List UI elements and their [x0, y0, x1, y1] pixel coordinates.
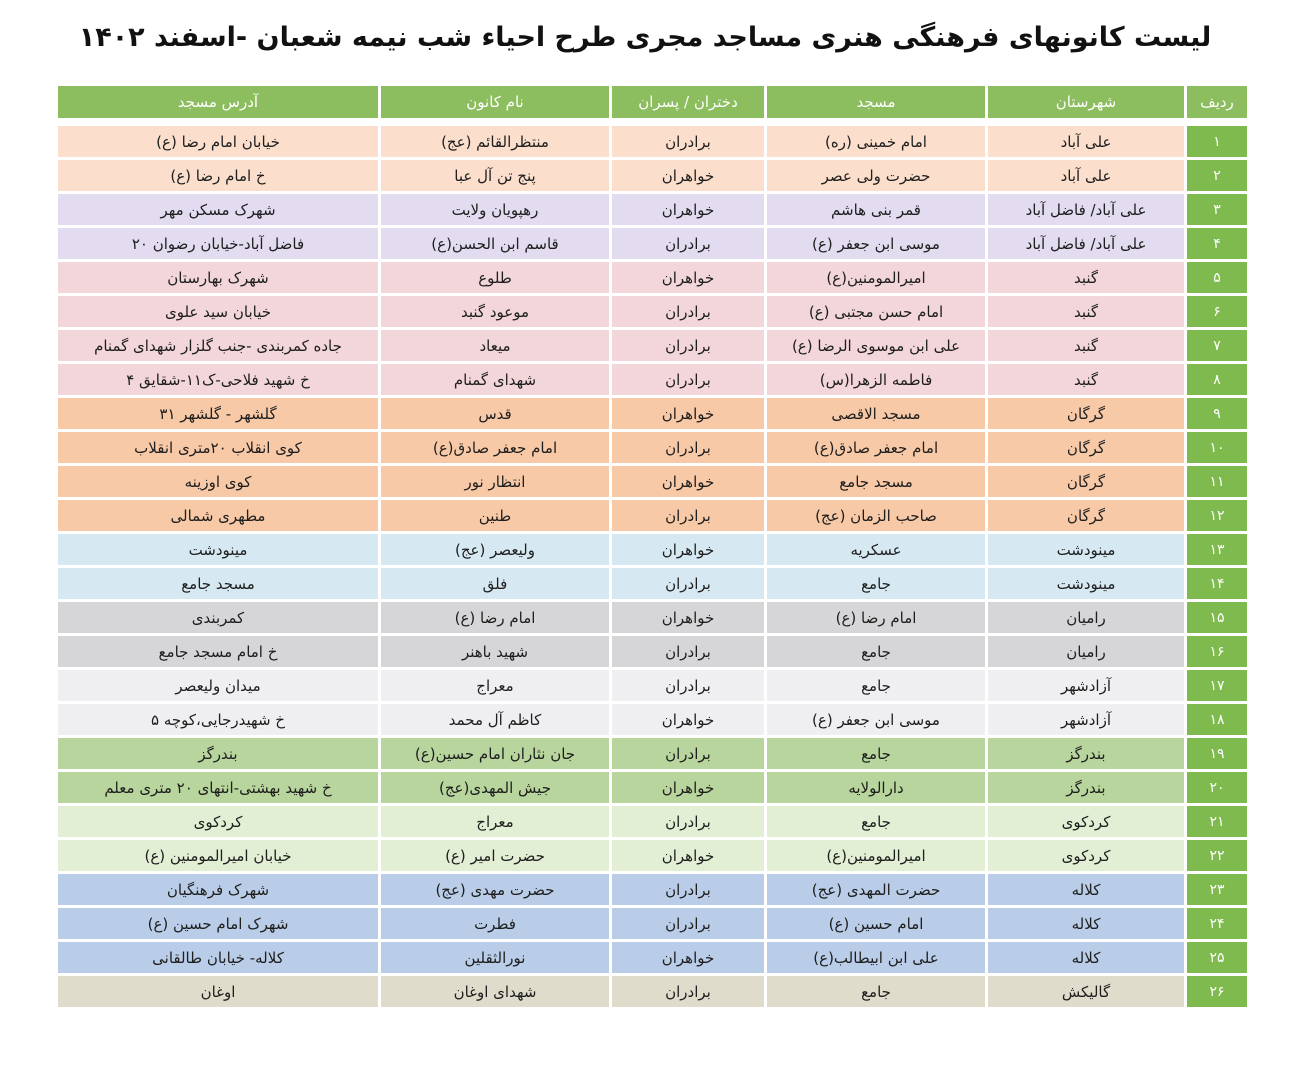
table-row [58, 806, 1247, 837]
col-header-row-number: ردیف [1187, 86, 1247, 118]
city-cell: گرگان [988, 500, 1184, 531]
center-name-cell: معراج [381, 670, 609, 701]
table-header-row [58, 86, 1247, 118]
city-cell: مینودشت [988, 568, 1184, 599]
table-row [58, 840, 1247, 871]
city-cell: بندرگز [988, 772, 1184, 803]
center-name-cell: رهپویان ولایت [381, 194, 609, 225]
mosque-cell: فاطمه الزهرا(س) [767, 364, 985, 395]
gender-cell: برادران [612, 364, 764, 395]
city-cell: کردکوی [988, 840, 1184, 871]
city-cell: گنبد [988, 364, 1184, 395]
center-name-cell: طلوع [381, 262, 609, 293]
gender-cell: خواهران [612, 772, 764, 803]
gender-cell: برادران [612, 568, 764, 599]
table-row [58, 126, 1247, 157]
gender-cell: خواهران [612, 194, 764, 225]
gender-cell: خواهران [612, 704, 764, 735]
gender-cell: برادران [612, 500, 764, 531]
city-cell: آزادشهر [988, 704, 1184, 735]
address-cell: جاده کمربندی -جنب گلزار شهدای گمنام [58, 330, 378, 361]
row-number-cell: ۵ [1187, 262, 1247, 293]
mosque-cell: امیرالمومنین(ع) [767, 840, 985, 871]
mosque-cell: جامع [767, 670, 985, 701]
mosque-cell: امام جعفر صادق(ع) [767, 432, 985, 463]
row-number-cell: ۲۳ [1187, 874, 1247, 905]
mosque-cell: موسی ابن جعفر (ع) [767, 704, 985, 735]
table-row [58, 942, 1247, 973]
mosque-cell: حضرت المهدی (عج) [767, 874, 985, 905]
city-cell: کلاله [988, 874, 1184, 905]
center-name-cell: منتظرالقائم (عج) [381, 126, 609, 157]
row-number-cell: ۲۶ [1187, 976, 1247, 1007]
gender-cell: خواهران [612, 398, 764, 429]
city-cell: گرگان [988, 432, 1184, 463]
address-cell: کلاله- خیابان طالقانی [58, 942, 378, 973]
table-row [58, 636, 1247, 667]
header-spacer [58, 121, 1247, 123]
row-number-cell: ۱ [1187, 126, 1247, 157]
address-cell: کوی انقلاب ۲۰متری انقلاب [58, 432, 378, 463]
mosque-centers-table [58, 86, 1250, 1007]
table-row [58, 704, 1247, 735]
city-cell: علی آباد [988, 126, 1184, 157]
col-header-address: آدرس مسجد [58, 86, 378, 118]
row-number-cell: ۶ [1187, 296, 1247, 327]
table-row [58, 466, 1247, 497]
mosque-cell: جامع [767, 636, 985, 667]
gender-cell: خواهران [612, 534, 764, 565]
center-name-cell: کاظم آل محمد [381, 704, 609, 735]
col-header-center-name: نام کانون [381, 86, 609, 118]
table-row [58, 398, 1247, 429]
center-name-cell: معراج [381, 806, 609, 837]
address-cell: خیابان سید علوی [58, 296, 378, 327]
gender-cell: برادران [612, 806, 764, 837]
gender-cell: برادران [612, 738, 764, 769]
city-cell: آزادشهر [988, 670, 1184, 701]
table-row [58, 330, 1247, 361]
address-cell: خ شهید فلاحی-ک۱۱-شقایق ۴ [58, 364, 378, 395]
mosque-cell: صاحب الزمان (عج) [767, 500, 985, 531]
center-name-cell: ولیعصر (عج) [381, 534, 609, 565]
city-cell: مینودشت [988, 534, 1184, 565]
row-number-cell: ۱۰ [1187, 432, 1247, 463]
mosque-cell: حضرت ولی عصر [767, 160, 985, 191]
row-number-cell: ۱۹ [1187, 738, 1247, 769]
mosque-cell: قمر بنی هاشم [767, 194, 985, 225]
gender-cell: برادران [612, 670, 764, 701]
table-row [58, 908, 1247, 939]
mosque-cell: امام خمینی (ره) [767, 126, 985, 157]
address-cell: مطهری شمالی [58, 500, 378, 531]
address-cell: فاضل آباد-خیابان رضوان ۲۰ [58, 228, 378, 259]
city-cell: رامیان [988, 602, 1184, 633]
gender-cell: خواهران [612, 466, 764, 497]
address-cell: شهرک بهارستان [58, 262, 378, 293]
table-row [58, 534, 1247, 565]
gender-cell: خواهران [612, 602, 764, 633]
table-row [58, 602, 1247, 633]
row-number-cell: ۳ [1187, 194, 1247, 225]
table-row [58, 568, 1247, 599]
mosque-cell: امام حسین (ع) [767, 908, 985, 939]
address-cell: کردکوی [58, 806, 378, 837]
row-number-cell: ۱۶ [1187, 636, 1247, 667]
city-cell: گنبد [988, 262, 1184, 293]
address-cell: خ امام رضا (ع) [58, 160, 378, 191]
gender-cell: خواهران [612, 262, 764, 293]
row-number-cell: ۲۵ [1187, 942, 1247, 973]
gender-cell: برادران [612, 228, 764, 259]
gender-cell: برادران [612, 976, 764, 1007]
mosque-cell: امیرالمومنین(ع) [767, 262, 985, 293]
center-name-cell: طنین [381, 500, 609, 531]
gender-cell: خواهران [612, 942, 764, 973]
row-number-cell: ۱۴ [1187, 568, 1247, 599]
row-number-cell: ۲۴ [1187, 908, 1247, 939]
gender-cell: برادران [612, 296, 764, 327]
address-cell: خ شهیدرجایی،کوچه ۵ [58, 704, 378, 735]
table-row [58, 228, 1247, 259]
col-header-mosque: مسجد [767, 86, 985, 118]
table-row [58, 296, 1247, 327]
center-name-cell: پنج تن آل عبا [381, 160, 609, 191]
address-cell: مسجد جامع [58, 568, 378, 599]
address-cell: مینودشت [58, 534, 378, 565]
gender-cell: برادران [612, 908, 764, 939]
city-cell: گنبد [988, 296, 1184, 327]
row-number-cell: ۴ [1187, 228, 1247, 259]
address-cell: میدان ولیعصر [58, 670, 378, 701]
row-number-cell: ۱۷ [1187, 670, 1247, 701]
address-cell: گلشهر - گلشهر ۳۱ [58, 398, 378, 429]
table-row [58, 194, 1247, 225]
center-name-cell: شهدای گمنام [381, 364, 609, 395]
mosque-cell: جامع [767, 806, 985, 837]
city-cell: علی آباد/ فاضل آباد [988, 228, 1184, 259]
center-name-cell: امام رضا (ع) [381, 602, 609, 633]
city-cell: گالیکش [988, 976, 1184, 1007]
center-name-cell: جان نثاران امام حسین(ع) [381, 738, 609, 769]
gender-cell: برادران [612, 636, 764, 667]
mosque-cell: عسکریه [767, 534, 985, 565]
center-name-cell: انتظار نور [381, 466, 609, 497]
gender-cell: خواهران [612, 840, 764, 871]
center-name-cell: موعود گنبد [381, 296, 609, 327]
row-number-cell: ۷ [1187, 330, 1247, 361]
gender-cell: برادران [612, 432, 764, 463]
table-row [58, 432, 1247, 463]
mosque-cell: دارالولایه [767, 772, 985, 803]
row-number-cell: ۲۲ [1187, 840, 1247, 871]
row-number-cell: ۱۳ [1187, 534, 1247, 565]
address-cell: شهرک فرهنگیان [58, 874, 378, 905]
center-name-cell: شهید باهنر [381, 636, 609, 667]
address-cell: شهرک مسکن مهر [58, 194, 378, 225]
address-cell: بندرگز [58, 738, 378, 769]
gender-cell: برادران [612, 874, 764, 905]
center-name-cell: قاسم ابن الحسن(ع) [381, 228, 609, 259]
city-cell: کردکوی [988, 806, 1184, 837]
address-cell: شهرک امام حسین (ع) [58, 908, 378, 939]
center-name-cell: شهدای اوغان [381, 976, 609, 1007]
mosque-cell: جامع [767, 976, 985, 1007]
col-header-city: شهرستان [988, 86, 1184, 118]
col-header-gender: دختران / پسران [612, 86, 764, 118]
header-spacer-cell [58, 121, 1247, 123]
table-row [58, 160, 1247, 191]
city-cell: گرگان [988, 466, 1184, 497]
address-cell: کوی اوزینه [58, 466, 378, 497]
mosque-cell: جامع [767, 568, 985, 599]
mosque-cell: مسجد جامع [767, 466, 985, 497]
city-cell: گرگان [988, 398, 1184, 429]
center-name-cell: نورالثقلین [381, 942, 609, 973]
address-cell: کمربندی [58, 602, 378, 633]
table-row [58, 670, 1247, 701]
center-name-cell: فطرت [381, 908, 609, 939]
center-name-cell: حضرت امیر (ع) [381, 840, 609, 871]
city-cell: علی آباد [988, 160, 1184, 191]
city-cell: بندرگز [988, 738, 1184, 769]
address-cell: اوغان [58, 976, 378, 1007]
mosque-cell: موسی ابن جعفر (ع) [767, 228, 985, 259]
page-title: لیست کانونهای فرهنگی هنری مساجد مجری طرح احیاء شب نیمه شعبان -اسفند ۱۴۰۲ [78, 22, 1212, 53]
gender-cell: برادران [612, 126, 764, 157]
gender-cell: برادران [612, 330, 764, 361]
address-cell: خیابان امام رضا (ع) [58, 126, 378, 157]
row-number-cell: ۱۱ [1187, 466, 1247, 497]
table-row [58, 364, 1247, 395]
row-number-cell: ۸ [1187, 364, 1247, 395]
mosque-cell: جامع [767, 738, 985, 769]
address-cell: خ شهید بهشتی-انتهای ۲۰ متری معلم [58, 772, 378, 803]
table-row [58, 738, 1247, 769]
mosque-cell: امام حسن مجتبی (ع) [767, 296, 985, 327]
table-row [58, 262, 1247, 293]
address-cell: خیابان امیرالمومنین (ع) [58, 840, 378, 871]
mosque-cell: علی ابن ابیطالب(ع) [767, 942, 985, 973]
center-name-cell: قدس [381, 398, 609, 429]
center-name-cell: فلق [381, 568, 609, 599]
row-number-cell: ۱۵ [1187, 602, 1247, 633]
row-number-cell: ۱۲ [1187, 500, 1247, 531]
row-number-cell: ۱۸ [1187, 704, 1247, 735]
center-name-cell: حضرت مهدی (عج) [381, 874, 609, 905]
center-name-cell: جیش المهدی(عج) [381, 772, 609, 803]
table-body [58, 121, 1247, 1007]
address-cell: خ امام مسجد جامع [58, 636, 378, 667]
table-row [58, 874, 1247, 905]
gender-cell: خواهران [612, 160, 764, 191]
city-cell: گنبد [988, 330, 1184, 361]
row-number-cell: ۲۱ [1187, 806, 1247, 837]
table-row [58, 976, 1247, 1007]
mosque-cell: مسجد الاقصی [767, 398, 985, 429]
city-cell: کلاله [988, 942, 1184, 973]
mosque-cell: علی ابن موسوی الرضا (ع) [767, 330, 985, 361]
table-row [58, 772, 1247, 803]
row-number-cell: ۲ [1187, 160, 1247, 191]
table-row [58, 500, 1247, 531]
mosque-cell: امام رضا (ع) [767, 602, 985, 633]
row-number-cell: ۲۰ [1187, 772, 1247, 803]
center-name-cell: میعاد [381, 330, 609, 361]
center-name-cell: امام جعفر صادق(ع) [381, 432, 609, 463]
city-cell: کلاله [988, 908, 1184, 939]
row-number-cell: ۹ [1187, 398, 1247, 429]
city-cell: رامیان [988, 636, 1184, 667]
city-cell: علی آباد/ فاضل آباد [988, 194, 1184, 225]
